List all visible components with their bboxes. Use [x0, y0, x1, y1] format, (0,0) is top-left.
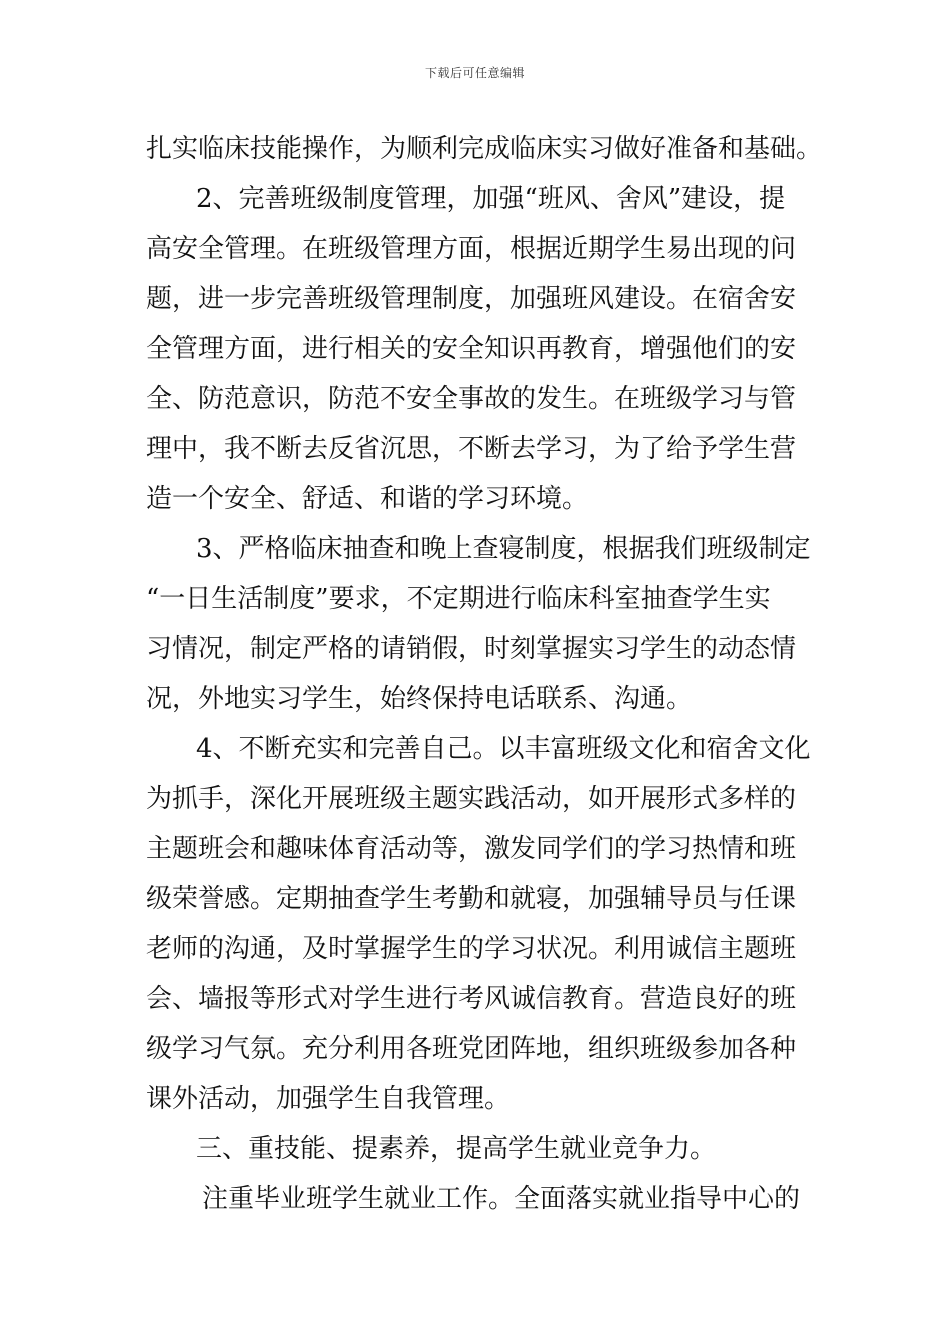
page-header: 下载后可任意编辑 — [424, 66, 525, 80]
document-page: 下载后可任意编辑 扎实临床技能操作，为顺利完成临床实习做好准备和基础。 2、完善班级制度管理，加强“班风、舍风”建设，提 高安全管理。在班级管理方面，根据近期学生易出现的问 题，进一步完善班级管理制度，加强班风建设。在宿舍安 全管理方面，进行相关的安全知识再教育，增强他们的安 全、防范意识，防范不安全事故的发生。在班级学习与管 理中，我不断去反省沉思，不断去学习，为了给予学生营 造一个安全、舒适、和谐的学习环境。 3、严格临床抽查和晚上查寝制度，根据我们班级制定 “一日生活制度”要求，不定期进行临床科室抽查学生实 习情况，制定严格的请销假，时刻掌握实习学生的动态情 况，外地实习学生，始终保持电话联系、沟通。 4、不断充实和完善自己。以丰富班级文化和宿舍文化 为抓手，深化开展班级主题实践活动，如开展形式多样的 主题班会和趣味体育活动等，激发同学们的学习热情和班 级荣誉感。定期抽查学生考勤和就寝，加强辅导员与任课 老师的沟通，及时掌握学生的学习状况。利用诚信主题班 会、墙报等形式对学生进行考风诚信教育。营造良好的班 级学习气氛。充分利用各班党团阵地，组织班级参加各种 课外活动，加强学生自我管理。 三、重技能、提素养，提高学生就业竞争力。 注重毕业班学生就业工作。全面落实就业指导中心的 — [0, 0, 950, 1344]
